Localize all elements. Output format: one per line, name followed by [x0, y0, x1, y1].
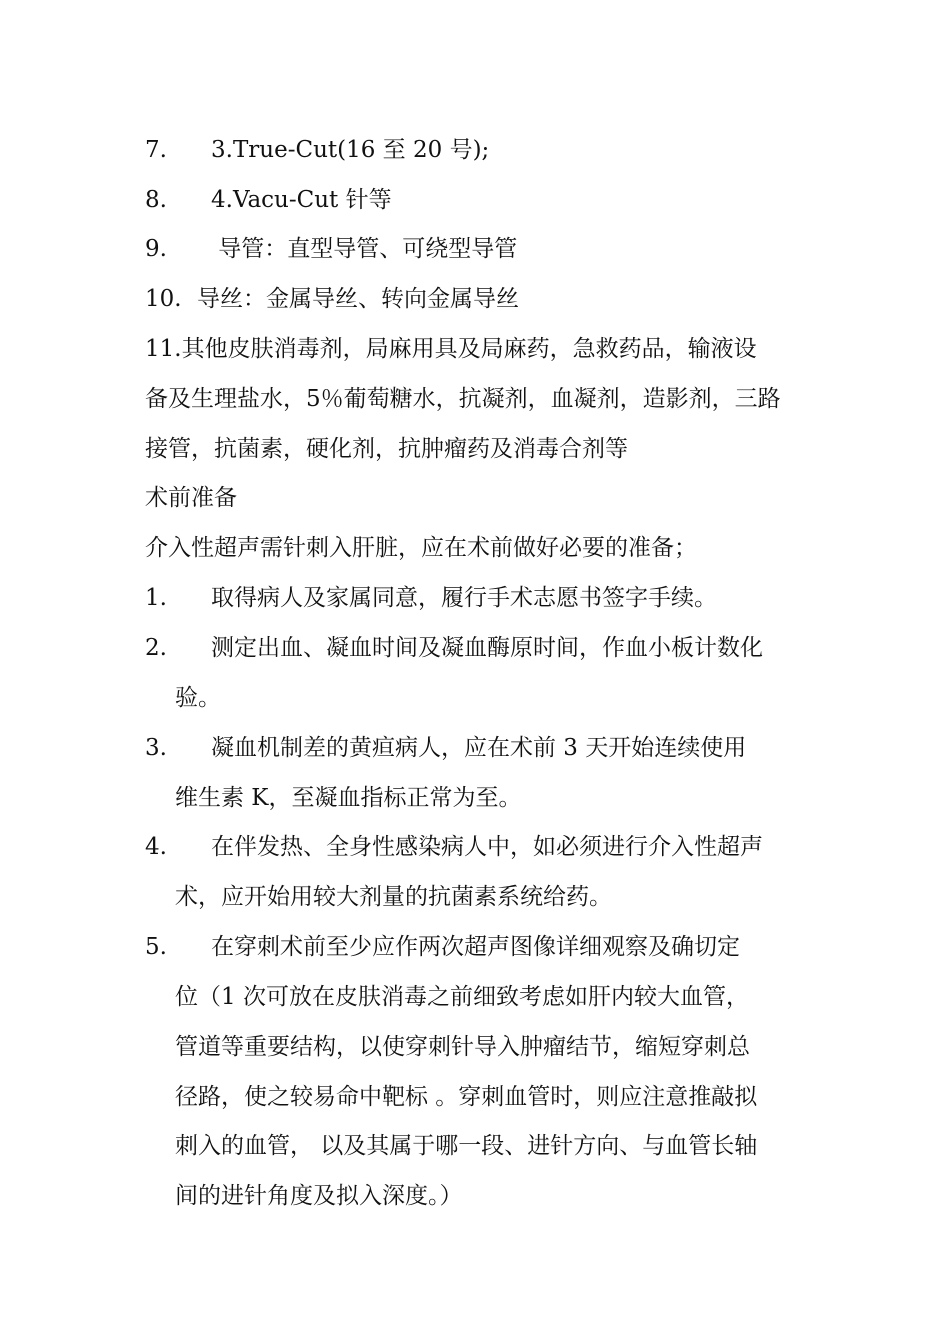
list-item-11 [145, 334, 815, 364]
item-text: 其他皮肤消毒剂，局麻用具及局麻药，急救药品，输液设 [181, 336, 757, 362]
list-item-11-continued: 备及生理盐水，5％葡萄糖水，抗凝剂，血凝剂，造影剂，三路 [145, 386, 781, 412]
prep-item-2-continued: 验。 [175, 685, 221, 711]
item-number: 4. [145, 834, 167, 860]
item-number: 7. [145, 137, 167, 163]
section-title: 术前准备 [145, 485, 237, 511]
item-text: 在伴发热、全身性感染病人中，如必须进行介入性超声 [211, 834, 763, 860]
prep-item-4-continued: 术，应开始用较大剂量的抗菌素系统给药。 [175, 884, 612, 910]
item-text: 凝血机制差的黄疸病人，应在术前 3 天开始连续使用 [211, 735, 747, 761]
item-text: 取得病人及家属同意，履行手术志愿书签字手续。 [211, 585, 717, 611]
item-text: 4.Vacu-Cut 针等 [211, 187, 392, 213]
item-number: 8. [145, 187, 167, 213]
item-number: 10. [145, 286, 182, 312]
list-item-8 [145, 185, 815, 215]
prep-item-5-continued: 位（1 次可放在皮肤消毒之前细致考虑如肝内较大血管， [175, 984, 749, 1010]
prep-item-5-continued: 管道等重要结构，以使穿刺针导入肿瘤结节，缩短穿刺总 [175, 1034, 750, 1060]
list-item-9 [145, 234, 815, 264]
list-item-10 [145, 284, 815, 314]
intro-paragraph: 介入性超声需针刺入肝脏，应在术前做好必要的准备； [145, 535, 697, 561]
prep-item-5-continued: 间的进针角度及拟入深度。） [175, 1183, 463, 1209]
item-text: 导管：直型导管、可绕型导管 [211, 236, 518, 262]
item-number: 1. [145, 585, 167, 611]
item-text: 导丝：金属导丝、转向金属导丝 [197, 286, 519, 312]
prep-item-2 [145, 633, 815, 663]
item-number: 3. [145, 735, 167, 761]
item-number: 2. [145, 635, 167, 661]
item-text: 测定出血、凝血时间及凝血酶原时间，作血小板计数化 [211, 635, 763, 661]
prep-item-1 [145, 583, 815, 613]
list-item-7 [145, 135, 815, 165]
prep-item-3-continued: 维生素 K，至凝血指标正常为至。 [175, 785, 522, 811]
item-text: 3.True-Cut(16 至 20 号); [211, 137, 490, 163]
prep-item-5 [145, 932, 815, 962]
item-number: 9. [145, 236, 167, 262]
prep-item-3 [145, 733, 815, 763]
item-number: 11. [145, 336, 182, 362]
list-item-11-continued: 接管，抗菌素，硬化剂，抗肿瘤药及消毒合剂等 [145, 436, 628, 462]
prep-item-4 [145, 832, 815, 862]
prep-item-5-continued: 刺入的血管， 以及其属于哪一段、进针方向、与血管长轴 [175, 1133, 758, 1159]
item-number: 5. [145, 934, 167, 960]
item-text: 在穿刺术前至少应作两次超声图像详细观察及确切定 [211, 934, 740, 960]
prep-item-5-continued: 径路，使之较易命中靶标 。穿刺血管时，则应注意推敲拟 [175, 1084, 758, 1110]
